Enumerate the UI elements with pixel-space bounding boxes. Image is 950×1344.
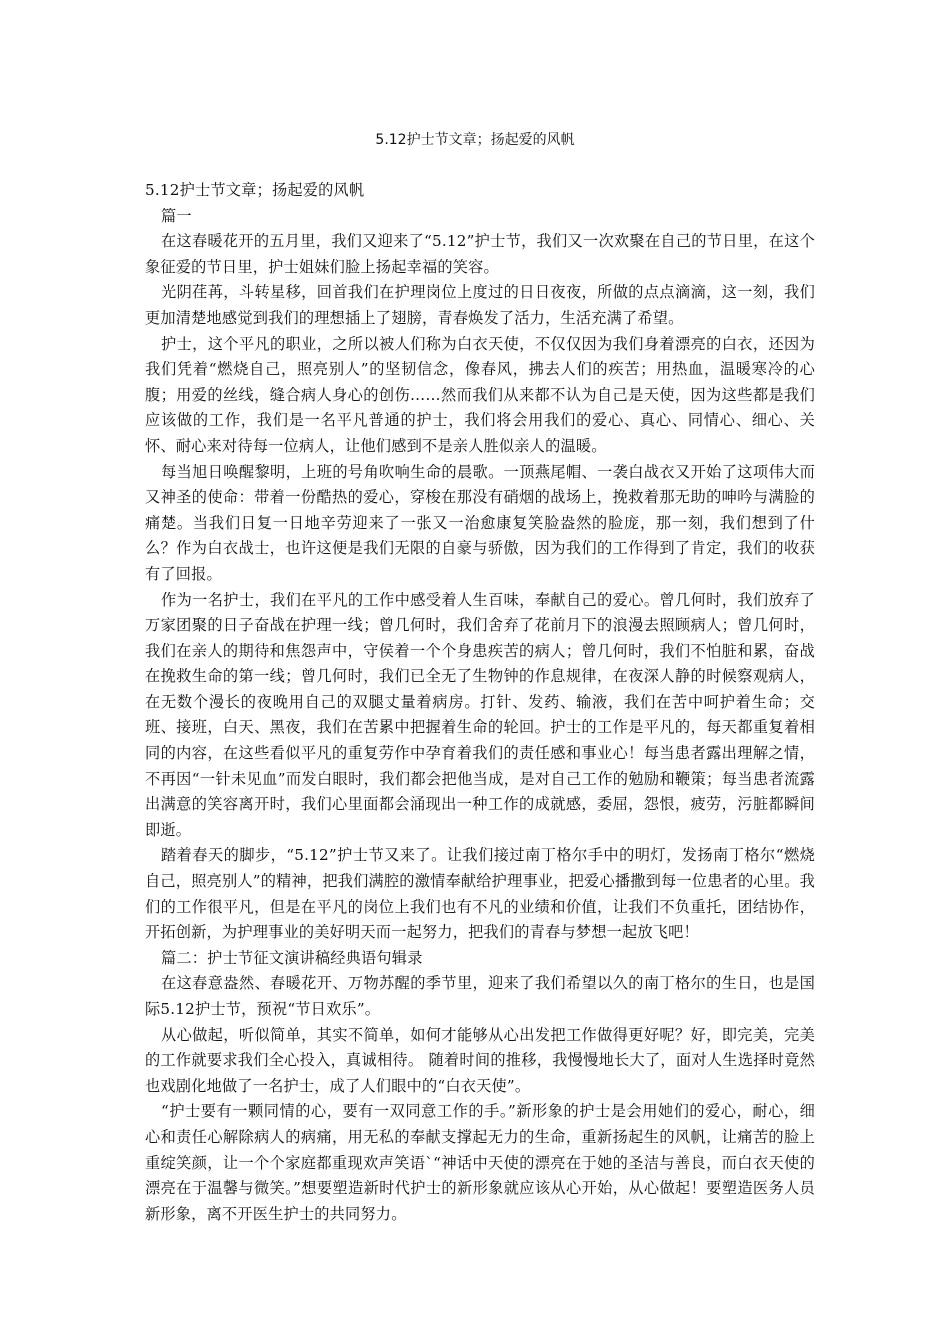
paragraph: 护士，这个平凡的职业，之所以被人们称为白衣天使，不仅仅因为我们身着漂亮的白衣，还因为我们凭着“燃烧自己，照亮别人”的坚韧信念，像春风，拂去人们的疾苦；用热血，温暖寒冷的心腹；用爱的丝线，缝合病人身心的创伤……然而我们从来都不认为自己是天使，因为这些都是我们应该做的工作，我们是一名平凡普通的护士，我们将会用我们的爱心、真心、同情心、细心、关怀、耐心来对待每一位病人，让他们感到不是亲人胜似亲人的温暖。	[145, 334, 815, 455]
paragraph: 光阴荏苒，斗转星移，回首我们在护理岗位上度过的日日夜夜，所做的点点滴滴，这一刻，我们更加清楚地感觉到我们的理想插上了翅膀，青春焕发了活力，生活充满了希望。	[145, 283, 815, 327]
paragraph: 篇一	[161, 206, 192, 225]
paragraph: 作为一名护士，我们在平凡的工作中感受着人生百味，奉献自己的爱心。曾几何时，我们放弃了万家团聚的日子奋战在护理一线；曾几何时，我们舍弃了花前月下的浪漫去照顾病人；曾几何时，我们在亲人的期待和焦怨声中，守侯着一个个身患疾苦的病人；曾几何时，我们不怕脏和累，奋战在挽救生命的第一线；曾几何时，我们已全无了生物钟的作息规律，在夜深人静的时候察观病人，在无数个漫长的夜晚用自己的双腿丈量着病房。打针、发药、输液，我们在苦中呵护着生命；交班、接班，白天、黑夜，我们在苦累中把握着生命的轮回。护士的工作是平凡的，每天都重复着相同的内容，在这些看似平凡的重复劳作中孕育着我们的责任感和事业心！每当患者露出理解之情，不再因“一针未见血”而发白眼时，我们都会把他当成，是对自己工作的勉励和鞭策；每当患者流露出满意的笑容离开时，我们心里面都会涌现出一种工作的成就感，委屈，怨恨，疲劳，污脏都瞬间即逝。	[145, 590, 815, 839]
paragraph: 在这春暖花开的五月里，我们又迎来了“5.12”护士节，我们又一次欢聚在自己的节日里，在这个象征爱的节日里，护士姐妹们脸上扬起幸福的笑容。	[145, 232, 815, 276]
paragraph: 在这春意盎然、春暖花开、万物苏醒的季节里，迎来了我们希望以久的南丁格尔的生日，也是国际5.12护士节，预祝“节日欢乐”。	[145, 974, 815, 1018]
paragraph: “护士要有一颗同情的心，要有一双同意工作的手。”新形象的护士是会用她们的爱心，耐心，细心和责任心解除病人的病痛，用无私的奉献支撑起无力的生命，重新扬起生的风帆，让痛苦的脸上重绽笑颜，让一个个家庭都重现欢声笑语`“神话中天使的漂亮在于她的圣洁与善良，而白衣天使的漂亮在于温馨与微笑。”想要塑造新时代护士的新形象就应该从心开始，从心做起！要塑造医务人员新形象，离不开医生护士的共同努力。	[145, 1102, 815, 1223]
paragraph: 5.12护士节文章；扬起爱的风帆	[145, 181, 365, 199]
document-body	[145, 178, 815, 1227]
paragraph: 从心做起，听似简单，其实不简单，如何才能够从心出发把工作做得更好呢？好，即完美，完美的工作就要求我们全心投入，真诚相待。 随着时间的推移，我慢慢地长大了，面对人生选择时竟然也戏剧化地做了一名护士，成了人们眼中的“白衣天使”。	[145, 1025, 815, 1095]
document-title: 5.12护士节文章；扬起爱的风帆	[375, 132, 575, 148]
paragraph: 踏着春天的脚步，“5.12”护士节又来了。让我们接过南丁格尔手中的明灯，发扬南丁格尔“燃烧自己，照亮别人”的精神，把我们满腔的激情奉献给护理事业，把爱心播撒到每一位患者的心里。我们的工作很平凡，但是在平凡的岗位上我们也有不凡的业绩和价值，让我们不负重托，团结协作，开拓创新，为护理事业的美好明天而一起努力，把我们的青春与梦想一起放飞吧！	[145, 846, 815, 942]
paragraph: 篇二：护士节征文演讲稿经典语句辑录	[161, 948, 423, 967]
paragraph: 每当旭日唤醒黎明，上班的号角吹响生命的晨歌。一顶燕尾帽、一袭白战衣又开始了这项伟大而又神圣的使命：带着一份酷热的爱心，穿梭在那没有硝烟的战场上，挽救着那无助的呻吟与满脸的痛楚。当我们日复一日地辛劳迎来了一张又一治愈康复笑脸盎然的脸庞，那一刻，我们想到了什么？作为白衣战士，也许这便是我们无限的自豪与骄傲，因为我们的工作得到了肯定，我们的收获有了回报。	[145, 462, 815, 583]
